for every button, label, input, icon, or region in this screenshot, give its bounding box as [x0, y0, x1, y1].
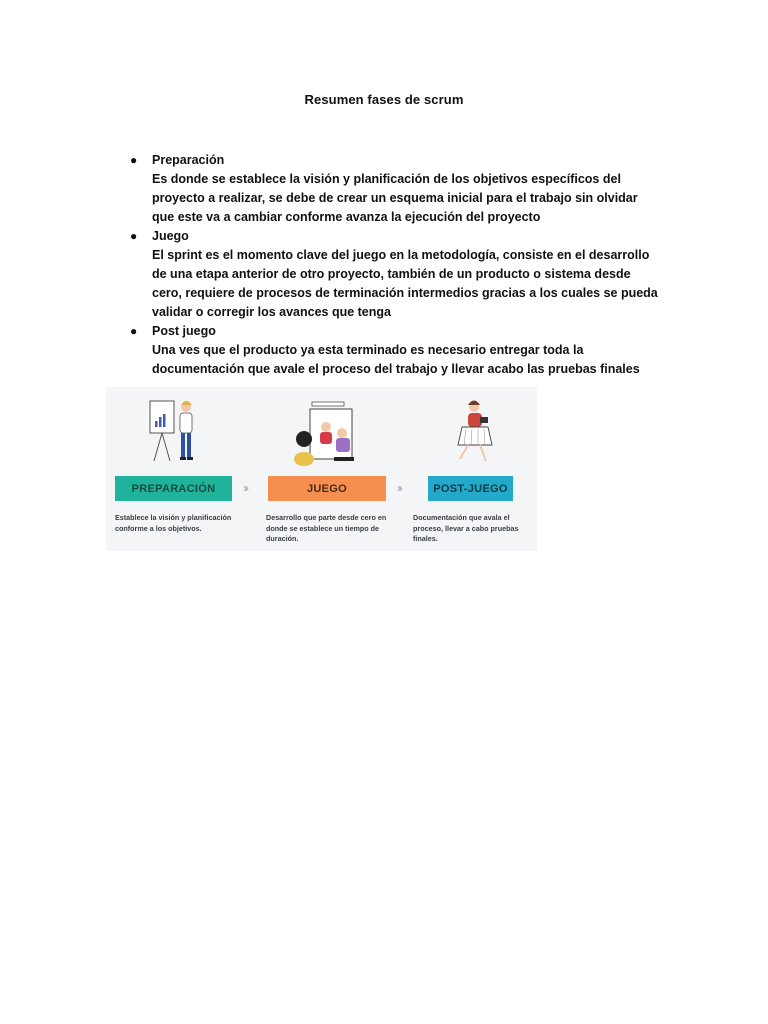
running-person-illustration	[452, 399, 500, 465]
page-title: Resumen fases de scrum	[304, 92, 464, 107]
phase-item-preparacion	[120, 151, 660, 227]
phase-box-juego: JUEGO	[268, 476, 386, 501]
caption-preparacion: Establece la visión y planificación conforme a los objetivos.	[115, 513, 232, 533]
phase-item-post-juego	[120, 322, 660, 379]
bullet-icon: ●	[130, 229, 138, 243]
phase-box-post-juego: POST-JUEGO	[428, 476, 513, 501]
bullet-icon: ●	[130, 153, 138, 167]
phase-list	[120, 151, 660, 379]
scrum-phases-infographic	[106, 387, 537, 551]
phase-name: Juego	[152, 229, 189, 243]
phase-item-juego	[120, 227, 660, 322]
phase-name: Preparación	[152, 153, 225, 167]
phase-description: Es donde se establece la visión y planificación de los objetivos específicos del proyecto a realizar, se debe de crear un esquema inicial para el trabajo sin olvidar que este va a cambiar conforme avanza la ejecución del proyecto	[152, 172, 638, 224]
presenter-illustration	[146, 399, 206, 465]
caption-juego: Desarrollo que parte desde cero en donde se establece un tiempo de duración.	[266, 513, 387, 543]
phase-name: Post juego	[152, 324, 216, 338]
chevron-arrows-icon: ›››	[397, 481, 400, 495]
caption-post-juego: Documentación que avala el proceso, llevar a cabo pruebas finales.	[413, 513, 519, 543]
phase-description: El sprint es el momento clave del juego en la metodología, consiste en el desarrollo de una etapa anterior de otro proyecto, también de un producto o sistema desde cero, requiere de procesos de terminación intermedios gracias a los cuales se pueda validar o corregir los avances que tenga	[152, 248, 658, 319]
phase-box-preparacion: PREPARACIÓN	[115, 476, 232, 501]
team-meeting-illustration	[292, 399, 364, 469]
chevron-arrows-icon: ›››	[243, 481, 246, 495]
bullet-icon: ●	[130, 324, 138, 338]
phase-description: Una ves que el producto ya esta terminado es necesario entregar toda la documentación que avale el proceso del trabajo y llevar acabo las pruebas finales	[152, 343, 640, 376]
